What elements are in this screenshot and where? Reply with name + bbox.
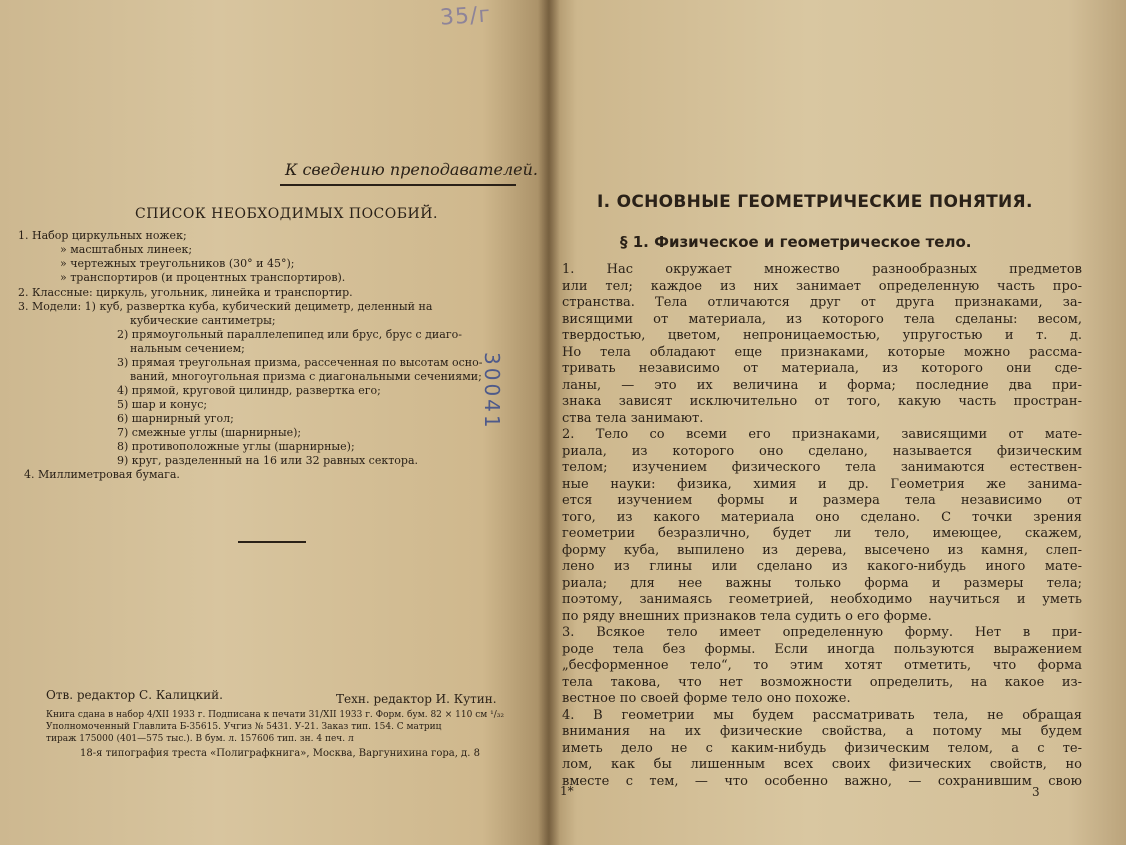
text-line: риала; для нее важны только форма и размеры тела; [562,575,1082,591]
responsible-editor: Отв. редактор С. Калицкий. [46,688,223,702]
page-number: 3 [1032,785,1040,799]
printer-line: 18-я типография треста «Полиграфкнига», Москва, Варгунихина гора, д. 8 [80,748,480,759]
text-line: того, из какого материала оно сделано. С точки зрения [562,509,1082,525]
text-line: или тел; каждое из них занимает определенную часть про- [562,278,1082,294]
text-line: телом; изучением физического тела занимаются естествен- [562,460,1082,475]
text-line: 4. В геометрии мы будем рассматривать тела, не обращая [562,707,1082,723]
book-spine-shadow [538,0,560,845]
text-line: иметь дело не с каким-нибудь физическим телом, а с те- [562,740,1082,756]
text-line: „бесформенное тело“, то этим хотят отметить, что форма [562,658,1082,673]
list-item: 5) шар и конус; [117,398,208,411]
text-line: ства тела занимают. [562,410,704,426]
list-item: кубические сантиметры; [130,314,276,327]
text-line: твердостью, цветом, непроницаемостью, упругостью и т. д. [562,328,1082,343]
notice-underline [280,184,516,186]
text-line: 1. Нас окружает множество разнообразных предметов [562,262,1082,277]
left-page [0,0,548,845]
text-line: знака зависят исключительно от того, какую часть простран- [562,394,1082,409]
colophon-line: Книга сдана в набор 4/XII 1933 г. Подписана к печати 31/XII 1933 г. Форм. бум. 82 × 110 см ¹/₃₂ [46,710,504,720]
text-line: роде тела без формы. Если иногда пользуются выражением [562,641,1082,657]
list-item: 4. Миллиметровая бумага. [24,468,180,481]
body-text [562,262,1082,790]
text-line: ланы, — это их величина и форма; последние два при- [562,377,1082,393]
supplies-list-title: СПИСОК НЕОБХОДИМЫХ ПОСОБИЙ. [135,206,438,222]
library-stamp: 30041 [480,352,504,431]
text-line: странства. Тела отличаются друг от друга признаками, за- [562,295,1082,310]
signature-mark: 1* [560,784,574,798]
list-item: 8) противоположные углы (шарнирные); [117,440,355,453]
teacher-notice-heading: К сведению преподавателей. [285,160,539,179]
list-item: ваний, многоугольная призма с диагональными сечениями; [130,370,482,383]
text-line: вместе с тем, — что особенно важно, — сохранившим свою [562,773,1082,789]
text-line: внимания на их физические свойства, а потому мы будем [562,724,1082,739]
text-line: ется изучением формы и размера тела независимо от [562,493,1082,508]
divider-rule [238,541,306,543]
text-line: геометрии безразлично, будет ли тело, имеющее, скажем, [562,526,1082,541]
text-line: висящими от материала, из которого тела сделаны: весом, [562,311,1082,327]
list-item: 3. Модели: 1) куб, развертка куба, кубический дециметр, деленный на [18,300,433,313]
list-item: 2. Классные: циркуль, угольник, линейка и транспортир. [18,286,353,299]
list-item: » чертежных треугольников (30° и 45°); [60,257,295,270]
text-line: 3. Всякое тело имеет определенную форму. Нет в при- [562,625,1082,640]
list-item: нальным сечением; [130,342,245,355]
text-line: лом, как бы лишенным всех своих физических свойств, но [562,757,1082,772]
colophon-line: Уполномоченный Главлита Б-35615. Учгиз № 5431. У-21. Заказ тип. 154. С матриц [46,722,442,732]
list-item: 7) смежные углы (шарнирные); [117,426,302,439]
text-line: по ряду внешних признаков тела судить о его форме. [562,608,932,624]
list-item: 2) прямоугольный параллелепипед или брус, брус с диаго- [117,328,462,341]
section-title: § 1. Физическое и геометрическое тело. [620,233,972,251]
list-item: 6) шарнирный угол; [117,412,234,425]
text-line: форму куба, выпилено из дерева, высечено из камня, слеп- [562,542,1082,558]
list-item: 9) круг, разделенный на 16 или 32 равных сектора. [117,454,419,467]
text-line: вестное по своей форме тело оно похоже. [562,691,851,706]
text-line: риала, из которого оно сделано, называется физическим [562,443,1082,459]
list-item: 3) прямая треугольная призма, рассеченная по высотам осно- [117,356,483,369]
text-line: лено из глины или сделано из какого-нибудь иного мате- [562,559,1082,574]
text-line: тривать независимо от материала, из которого они сде- [562,361,1082,376]
handwritten-scribble: 35/г [439,2,492,31]
text-line: тела такова, что нет возможности определить, на какое из- [562,674,1082,690]
list-item: 1. Набор циркульных ножек; [18,229,187,242]
chapter-title: I. ОСНОВНЫЕ ГЕОМЕТРИЧЕСКИЕ ПОНЯТИЯ. [597,192,1033,212]
text-line: ные науки: физика, химия и др. Геометрия же занима- [562,476,1082,492]
colophon-line: тираж 175000 (401—575 тыс.). В бум. л. 157606 тип. зн. 4 печ. л [46,734,354,744]
list-item: 4) прямой, круговой цилиндр, развертка его; [117,384,381,397]
technical-editor: Техн. редактор И. Кутин. [336,692,497,706]
list-item: » транспортиров (и процентных транспортиров). [60,271,346,284]
list-item: » масштабных линеек; [60,243,193,256]
text-line: поэтому, занимаясь геометрией, необходимо научиться и уметь [562,592,1082,607]
text-line: 2. Тело со всеми его признаками, зависящими от мате- [562,427,1082,442]
text-line: Но тела обладают еще признаками, которые можно рассма- [562,344,1082,360]
